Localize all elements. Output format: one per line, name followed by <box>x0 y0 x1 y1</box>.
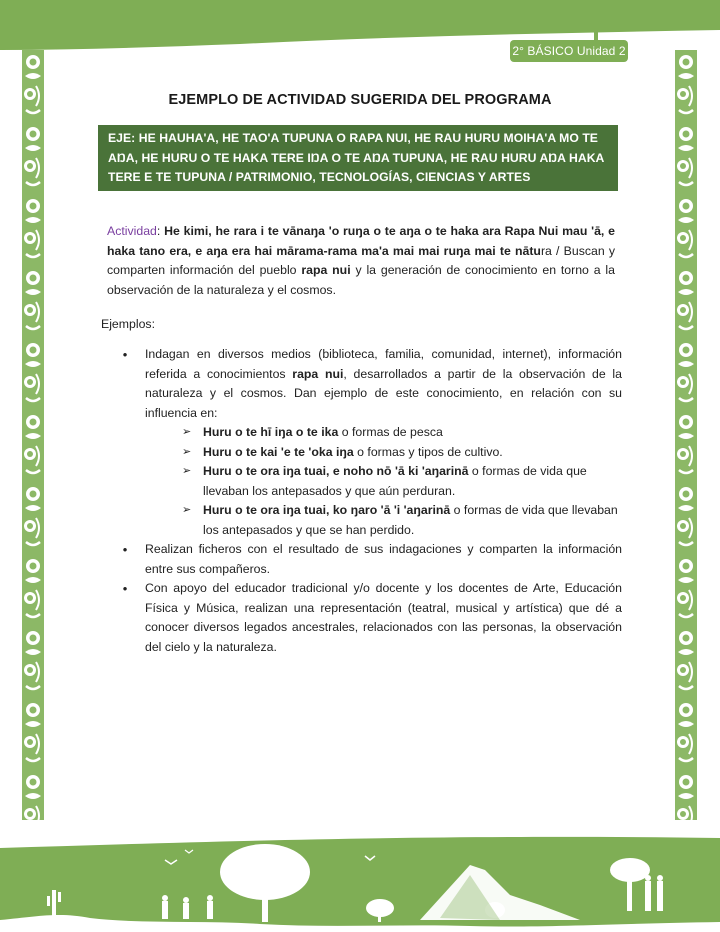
arrow-bullet-icon: ➢ <box>182 426 192 438</box>
eje-text: EJE: HE HAUHA'A, HE TAO'A TUPUNA O RAPA NUI, HE RAU HURU MOIHA'A MO TE AŊA, HE HURU O TE HAKA TERE IŊA O TE AŊA TUPUNA, HE RAU HURU AŊA HAKA TERE E TE TUPUNA / PATRIMONIO, TECNOLOGÍAS, CIENCIAS Y ARTES ANCESTRALES. <box>108 131 604 204</box>
sub-item-text: o formas de pesca <box>338 425 443 439</box>
sub-item-bold: Huru o te ora iŋa tuai, e noho nō 'ā ki 'aŋarinā <box>203 464 469 478</box>
page-title: EJEMPLO DE ACTIVIDAD SUGERIDA DEL PROGRAMA <box>168 92 552 108</box>
activity-rapanui-text: He kimi, he rara i te vānaŋa 'o ruŋa o te aŋa o te haka ara Rapa Nui mau 'ā, e haka tano era, e aŋa era hai mārama-rama ma'a mai mai ruŋa mai te nātu <box>107 224 615 258</box>
left-decorative-border <box>22 50 44 820</box>
list-item-text: , desarrollados a partir de la observación de la naturaleza y el cosmos. Dan ejemplo de este conocimiento, en relación con su influencia en: <box>145 366 622 420</box>
sub-item-text: o formas de vida que llevaban los antepasados y que se han perdido. <box>203 503 618 537</box>
activity-section <box>107 222 615 300</box>
sub-list-item <box>180 462 622 501</box>
activity-rapanui-tail: ra <box>540 243 552 258</box>
right-decorative-border <box>675 50 697 820</box>
activity-paragraph <box>107 222 615 300</box>
sub-list <box>180 423 622 540</box>
activity-label: Actividad <box>107 224 157 238</box>
list-item-text: Con apoyo del educador tradicional y/o docente y los docentes de Arte, Educación Física y Música, realizan una representación (teatral, musical y artística) que dé a conocer diversos legados ancestrales, relacionados con las personas, la observación del cielo y la naturaleza. <box>145 581 622 654</box>
bullet-icon: • <box>122 542 128 557</box>
activity-spanish-bold: rapa nui <box>301 263 351 277</box>
list-item <box>120 579 622 657</box>
sub-item-bold: Huru o te hī iŋa o te ika <box>203 425 339 439</box>
list-item-bold: rapa nui <box>292 366 344 381</box>
activity-colon: : <box>156 224 165 238</box>
list-item <box>120 345 622 540</box>
sub-list-item <box>180 423 622 443</box>
eje-box <box>98 125 618 204</box>
sub-list-item <box>180 501 622 540</box>
bullet-icon: • <box>122 347 128 362</box>
sub-item-text: o formas y tipos de cultivo. <box>353 444 503 459</box>
sub-item-bold: Huru o te kai 'e te 'oka iŋa <box>203 444 354 459</box>
arrow-bullet-icon: ➢ <box>182 465 192 477</box>
sub-item-bold: Huru o te ora iŋa tuai, ko ŋaro 'ā 'i 'aŋarinā <box>203 503 451 517</box>
activity-spanish-text-2: y la generación de conocimiento en torno a la observación de la naturaleza y el cosmos. <box>107 263 615 297</box>
list-item-text: Indagan en diversos medios (biblioteca, familia, comunidad, internet), información referida a conocimientos <box>145 347 622 381</box>
sub-list-item <box>180 443 622 463</box>
examples-label: Ejemplos: <box>101 317 155 331</box>
bottom-landscape-illustration <box>0 820 720 932</box>
activity-spanish-text-1: / Buscan y comparten información del pueblo <box>107 243 615 277</box>
arrow-bullet-icon: ➢ <box>182 504 192 516</box>
bullet-icon: • <box>122 581 128 596</box>
list-item <box>120 540 622 579</box>
sub-item-text: o formas de vida que llevaban los antepasados y que aún perduran. <box>203 464 587 498</box>
examples-list <box>120 345 622 657</box>
list-item-text: Realizan ficheros con el resultado de sus indagaciones y comparten la información entre sus compañeros. <box>145 542 622 576</box>
arrow-bullet-icon: ➢ <box>182 445 192 458</box>
unit-badge: 2° BÁSICO Unidad 2 <box>510 40 628 62</box>
